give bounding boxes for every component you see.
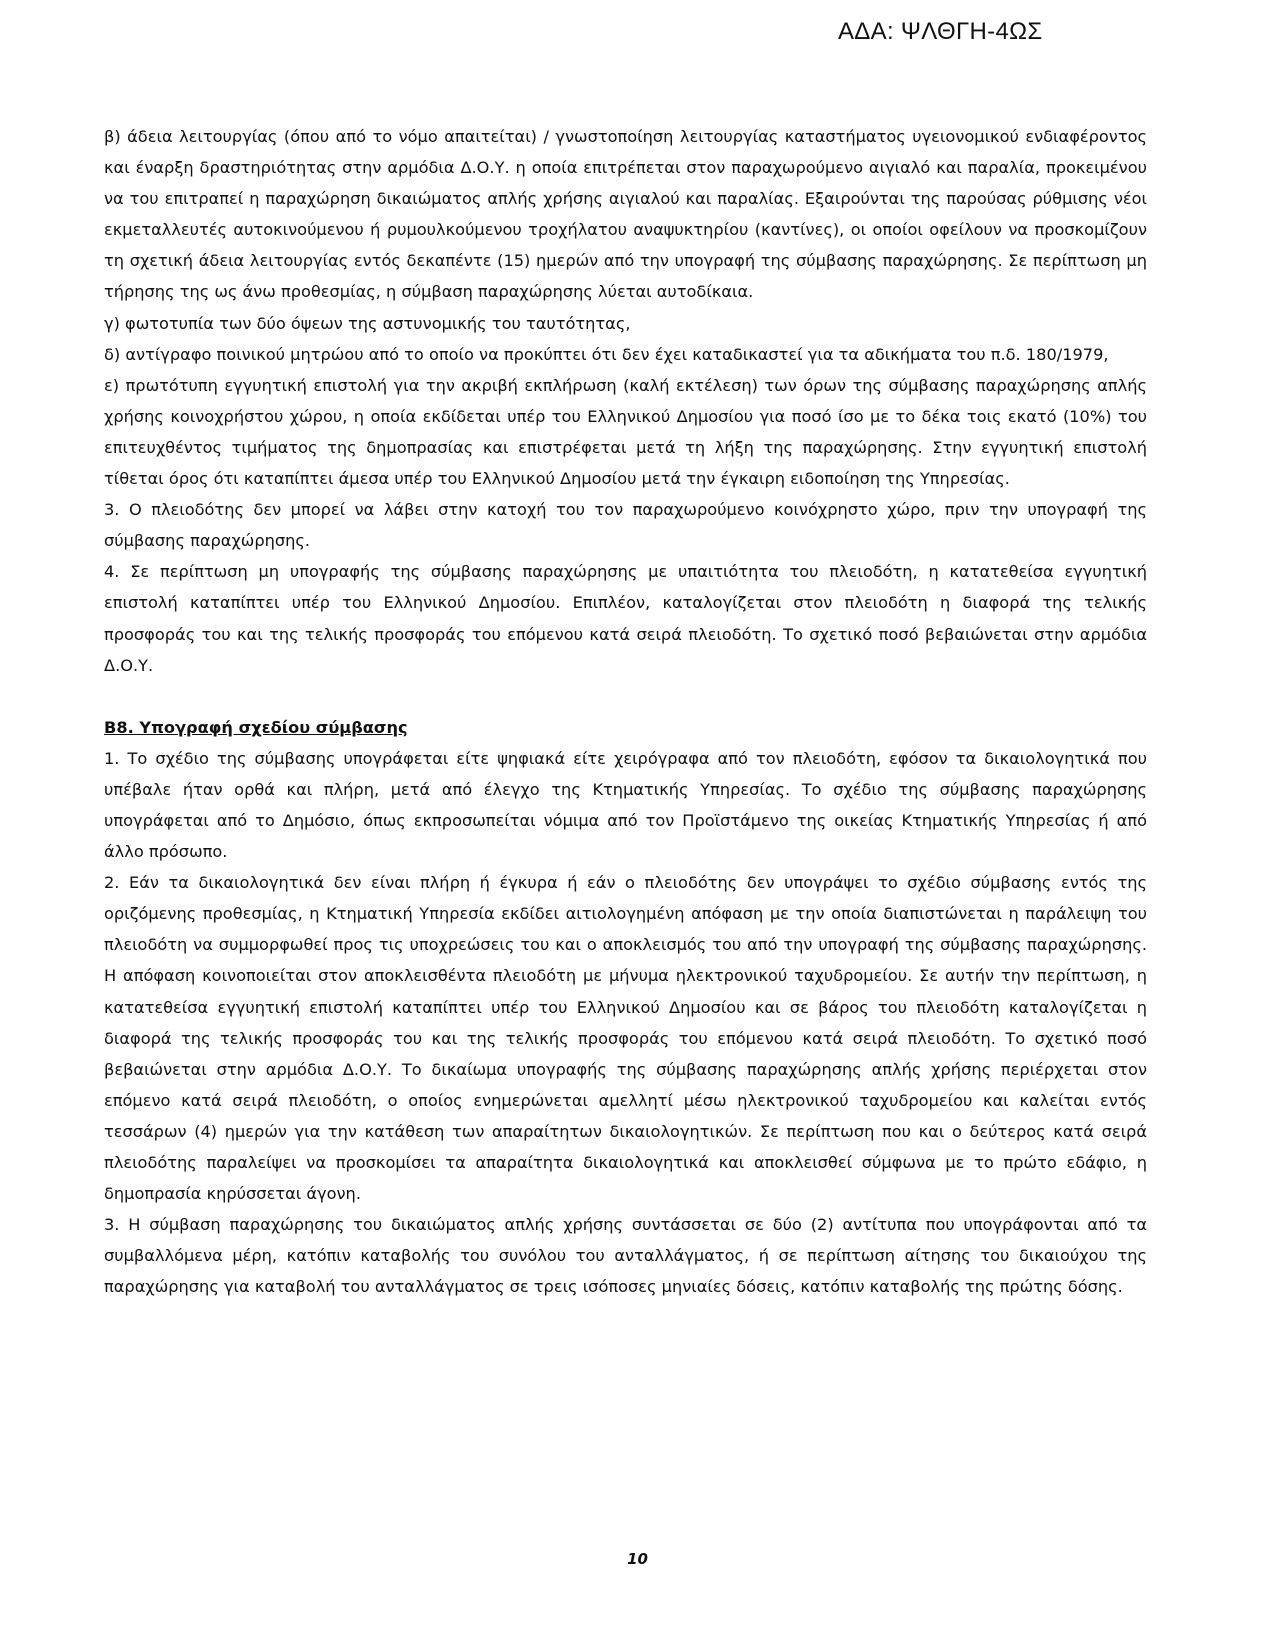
paragraph-id-photocopy: γ) φωτοτυπία των δύο όψεων της αστυνομικής του ταυτότητας, xyxy=(104,313,631,333)
paragraph-item-4: 4. Σε περίπτωση μη υπογραφής της σύμβασης παραχώρησης με υπαιτιότητα του πλειοδότη, η κατατεθείσα εγγυητική επιστολή καταπίπτει υπέρ του Ελληνικού Δημοσίου. Επιπλέον, καταλογίζεται στον πλειοδότη η διαφορά της τελικής προσφοράς του και της τελικής προσφοράς του επόμενου κατά σειρά πλειοδότη. Το σχετικό ποσό βεβαιώνεται στην αρμόδια Δ.Ο.Υ. xyxy=(104,562,1147,675)
b8-paragraph-1: 1. Το σχέδιο της σύμβασης υπογράφεται είτε ψηφιακά είτε χειρόγραφα από τον πλειοδότη, εφόσον τα δικαιολογητικά που υπέβαλε ήταν ορθά και πλήρη, μετά από έλεγχο της Κτηματικής Υπηρεσίας. Το σχέδιο της σύμβασης παραχώρησης υπογράφεται από το Δημόσιο, όπως εκπροσωπείται νόμιμα από τον Προϊστάμενο της οικείας Κτηματικής Υπηρεσίας ή από άλλο πρόσωπο. xyxy=(104,748,1147,862)
section-heading-b8: Β8. Υπογραφή σχεδίου σύμβασης xyxy=(104,717,408,737)
b8-paragraph-2: 2. Εάν τα δικαιολογητικά δεν είναι πλήρη ή έγκυρα ή εάν ο πλειοδότης δεν υπογράψει το σχέδιο σύμβασης εντός της οριζόμενης προθεσμίας, η Κτηματική Υπηρεσία εκδίδει αιτιολογημένη απόφαση με την οποία διαπιστώνεται η παράλειψη του πλειοδότη να συμμορφωθεί προς τις υποχρεώσεις του και ο αποκλεισμός του από την υπογραφή της σύμβασης παραχώρησης. Η απόφαση κοινοποιείται στον αποκλεισθέντα πλειοδότη με μήνυμα ηλεκτρονικού ταχυδρομείου. Σε αυτήν την περίπτωση, η κατατεθείσα εγγυητική επιστολή καταπίπτει υπέρ του Ελληνικού Δημοσίου και σε βάρος του πλειοδότη καταλογίζεται η διαφορά της τελικής προσφοράς του και της τελικής προσφοράς του επόμενου κατά σειρά πλειοδότη. Το σχετικό ποσό βεβαιώνεται στην αρμόδια Δ.Ο.Υ. Το δικαίωμα υπογραφής της σύμβασης παραχώρησης απλής χρήσης περιέρχεται στον επόμενο κατά σειρά πλειοδότη, ο οποίος ενημερώνεται αμελλητί μέσω ηλεκτρονικού ταχυδρομείου και καλείται εντός τεσσάρων (4) ημερών για την κατάθεση των απαραίτητων δικαιολογητικών. Σε περίπτωση που και ο δεύτερος κατά σειρά πλειοδότης παραλείψει να προσκομίσει τα απαραίτητα δικαιολογητικά και αποκλεισθεί σύμφωνα με το πρώτο εδάφιο, η δημοπρασία κηρύσσεται άγονη. xyxy=(104,873,1147,1204)
paragraph-item-3: 3. Ο πλειοδότης δεν μπορεί να λάβει στην κατοχή του τον παραχωρούμενο κοινόχρηστο χώρο, πριν την υπογραφή της σύμβασης παραχώρησης. xyxy=(104,500,1147,551)
page-number: 10 xyxy=(627,1550,648,1568)
paragraph-guarantee-letter: ε) πρωτότυπη εγγυητική επιστολή για την ακριβή εκπλήρωση (καλή εκτέλεση) των όρων της σύμβασης παραχώρησης απλής χρήσης κοινοχρήστου χώρου, η οποία εκδίδεται υπέρ του Ελληνικού Δημοσίου για ποσό ίσο με το δέκα τοις εκατό (10%) του επιτευχθέντος τιμήματος της δημοπρασίας και επιστρέφεται μετά τη λήξη της παραχώρησης. Στην εγγυητική επιστολή τίθεται όρος ότι καταπίπτει άμεσα υπέρ του Ελληνικού Δημοσίου μετά την έγκαιρη ειδοποίηση της Υπηρεσίας. xyxy=(104,375,1147,489)
document-body xyxy=(104,121,1147,1302)
paragraph-criminal-record: δ) αντίγραφο ποινικού μητρώου από το οποίο να προκύπτει ότι δεν έχει καταδικαστεί για τα αδικήματα του π.δ. 180/1979, xyxy=(104,344,1109,364)
paragraph-license: β) άδεια λειτουργίας (όπου από το νόμο απαιτείται) / γνωστοποίηση λειτουργίας καταστήματος υγειονομικού ενδιαφέροντος και έναρξη δραστηριότητας στην αρμόδια Δ.Ο.Υ. η οποία επιτρέπεται στον παραχωρούμενο αιγιαλό και παραλία, προκειμένου να του επιτραπεί η παραχώρηση δικαιώματος απλής χρήσης αιγιαλού και παραλίας. Εξαιρούνται της παρούσας ρύθμισης νέοι εκμεταλλευτές αυτοκινούμενου ή ρυμουλκούμενου τροχήλατου αναψυκτηρίου (καντίνες), οι οποίοι οφείλουν να προσκομίζουν τη σχετική άδεια λειτουργίας εντός δεκαπέντε (15) ημερών από την υπογραφή της σύμβασης παραχώρησης. Σε περίπτωση μη τήρησης της ως άνω προθεσμίας, η σύμβαση παραχώρησης λύεται αυτοδίκαια. xyxy=(104,127,1147,302)
ada-code: ΑΔΑ: ΨΛΘΓΗ-4ΩΣ xyxy=(838,18,1043,45)
spacer xyxy=(104,681,1147,712)
b8-paragraph-3: 3. Η σύμβαση παραχώρησης του δικαιώματος απλής χρήσης συντάσσεται σε δύο (2) αντίτυπα που υπογράφονται από τα συμβαλλόμενα μέρη, κατόπιν καταβολής του συνόλου του ανταλλάγματος, ή σε περίπτωση αίτησης του δικαιούχου της παραχώρησης για καταβολή του ανταλλάγματος σε τρεις ισόποσες μηνιαίες δόσεις, κατόπιν καταβολής της πρώτης δόσης. xyxy=(104,1215,1147,1297)
